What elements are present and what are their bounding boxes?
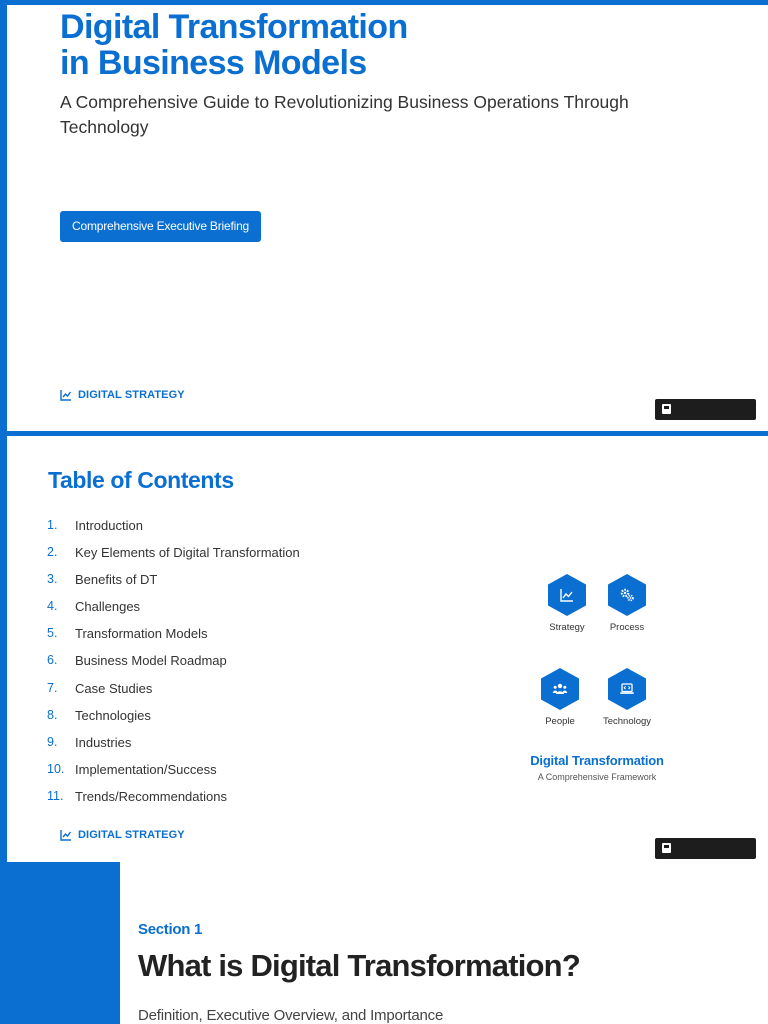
- toc-item-number: 1.: [47, 518, 58, 532]
- toc-title: Table of Contents: [48, 467, 234, 493]
- presentation-icon: [662, 843, 671, 853]
- section-subtitle: Definition, Executive Overview, and Importance: [138, 1007, 444, 1024]
- toc-item-label: Business Model Roadmap: [75, 653, 227, 669]
- toc-item-number: 7.: [47, 680, 58, 695]
- toc-item-number: 5.: [47, 626, 58, 641]
- framework-item-process: [592, 574, 662, 633]
- toc-item-number: 8.: [47, 707, 58, 722]
- section-slide: [0, 862, 768, 1024]
- toc-item-number: 9.: [47, 734, 58, 749]
- toc-item[interactable]: [47, 572, 300, 599]
- toc-item[interactable]: [47, 708, 300, 735]
- slide-counter-pill[interactable]: [655, 838, 756, 859]
- toc-item[interactable]: [47, 599, 300, 626]
- footer-tag-label: DIGITAL STRATEGY: [78, 389, 185, 401]
- toc-item-label: Benefits of DT: [75, 572, 158, 588]
- slide-subtitle: A Comprehensive Guide to Revolutionizing Business Operations Through Technology: [60, 92, 629, 137]
- section-label: Section 1: [138, 921, 202, 938]
- toc-slide: [0, 431, 768, 862]
- toc-item-label: Introduction: [75, 518, 143, 533]
- section-title: What is Digital Transformation?: [138, 948, 580, 983]
- toc-item-label: Industries: [75, 734, 132, 750]
- framework-item-label: Technology: [602, 716, 652, 727]
- hexagon-badge: [548, 574, 586, 616]
- toc-item-number: 2.: [47, 545, 58, 560]
- toc-item[interactable]: [47, 681, 300, 708]
- toc-item-number: 6.: [47, 653, 58, 668]
- toc-item[interactable]: [47, 789, 300, 816]
- hexagon-badge: [608, 668, 646, 710]
- toc-item[interactable]: [47, 653, 300, 680]
- framework-title: Digital Transformation: [530, 753, 664, 768]
- toc-item-label: Case Studies: [75, 680, 153, 696]
- footer-tag: [60, 389, 185, 401]
- footer-tag-label: DIGITAL STRATEGY: [78, 829, 185, 841]
- chart-line-icon: [559, 587, 575, 603]
- toc-item[interactable]: [47, 545, 300, 572]
- users-icon: [552, 681, 568, 697]
- slide-title: Digital Transformation in Business Models: [60, 8, 408, 82]
- chart-line-icon: [60, 829, 72, 841]
- laptop-code-icon: [619, 681, 635, 697]
- hexagon-badge: [608, 574, 646, 616]
- toc-item-number: 10.: [47, 761, 65, 776]
- toc-item-label: Transformation Models: [75, 626, 208, 642]
- toc-item-label: Technologies: [75, 707, 151, 723]
- toc-item[interactable]: [47, 735, 300, 762]
- toc-item[interactable]: [47, 518, 300, 545]
- executive-briefing-badge: Comprehensive Executive Briefing: [60, 211, 261, 242]
- title-slide: [0, 0, 768, 431]
- toc-item-label: Key Elements of Digital Transformation: [75, 545, 300, 561]
- slide-counter-pill[interactable]: [655, 399, 756, 420]
- framework-item-people: [525, 668, 595, 727]
- accent-sidebar: [0, 862, 120, 1024]
- presentation-icon: [662, 404, 671, 414]
- toc-item-number: 4.: [47, 599, 58, 614]
- toc-item-number: 11.: [47, 788, 64, 803]
- toc-item-number: 3.: [47, 572, 58, 587]
- chart-line-icon: [60, 389, 72, 401]
- framework-item-label: Strategy: [549, 622, 585, 633]
- framework-item-label: Process: [609, 622, 645, 633]
- footer-tag: [60, 829, 185, 841]
- framework-diagram: [507, 566, 687, 796]
- toc-item-label: Trends/Recommendations: [75, 788, 227, 804]
- framework-item-label: People: [545, 716, 575, 727]
- hexagon-badge: [541, 668, 579, 710]
- framework-subtitle: A Comprehensive Framework: [537, 772, 657, 782]
- toc-item-label: Challenges: [75, 599, 141, 615]
- toc-list: [47, 518, 300, 816]
- framework-item-technology: [592, 668, 662, 727]
- toc-item[interactable]: [47, 762, 300, 789]
- toc-item-label: Implementation/Success: [75, 761, 217, 777]
- toc-item[interactable]: [47, 626, 300, 653]
- gears-icon: [619, 587, 635, 603]
